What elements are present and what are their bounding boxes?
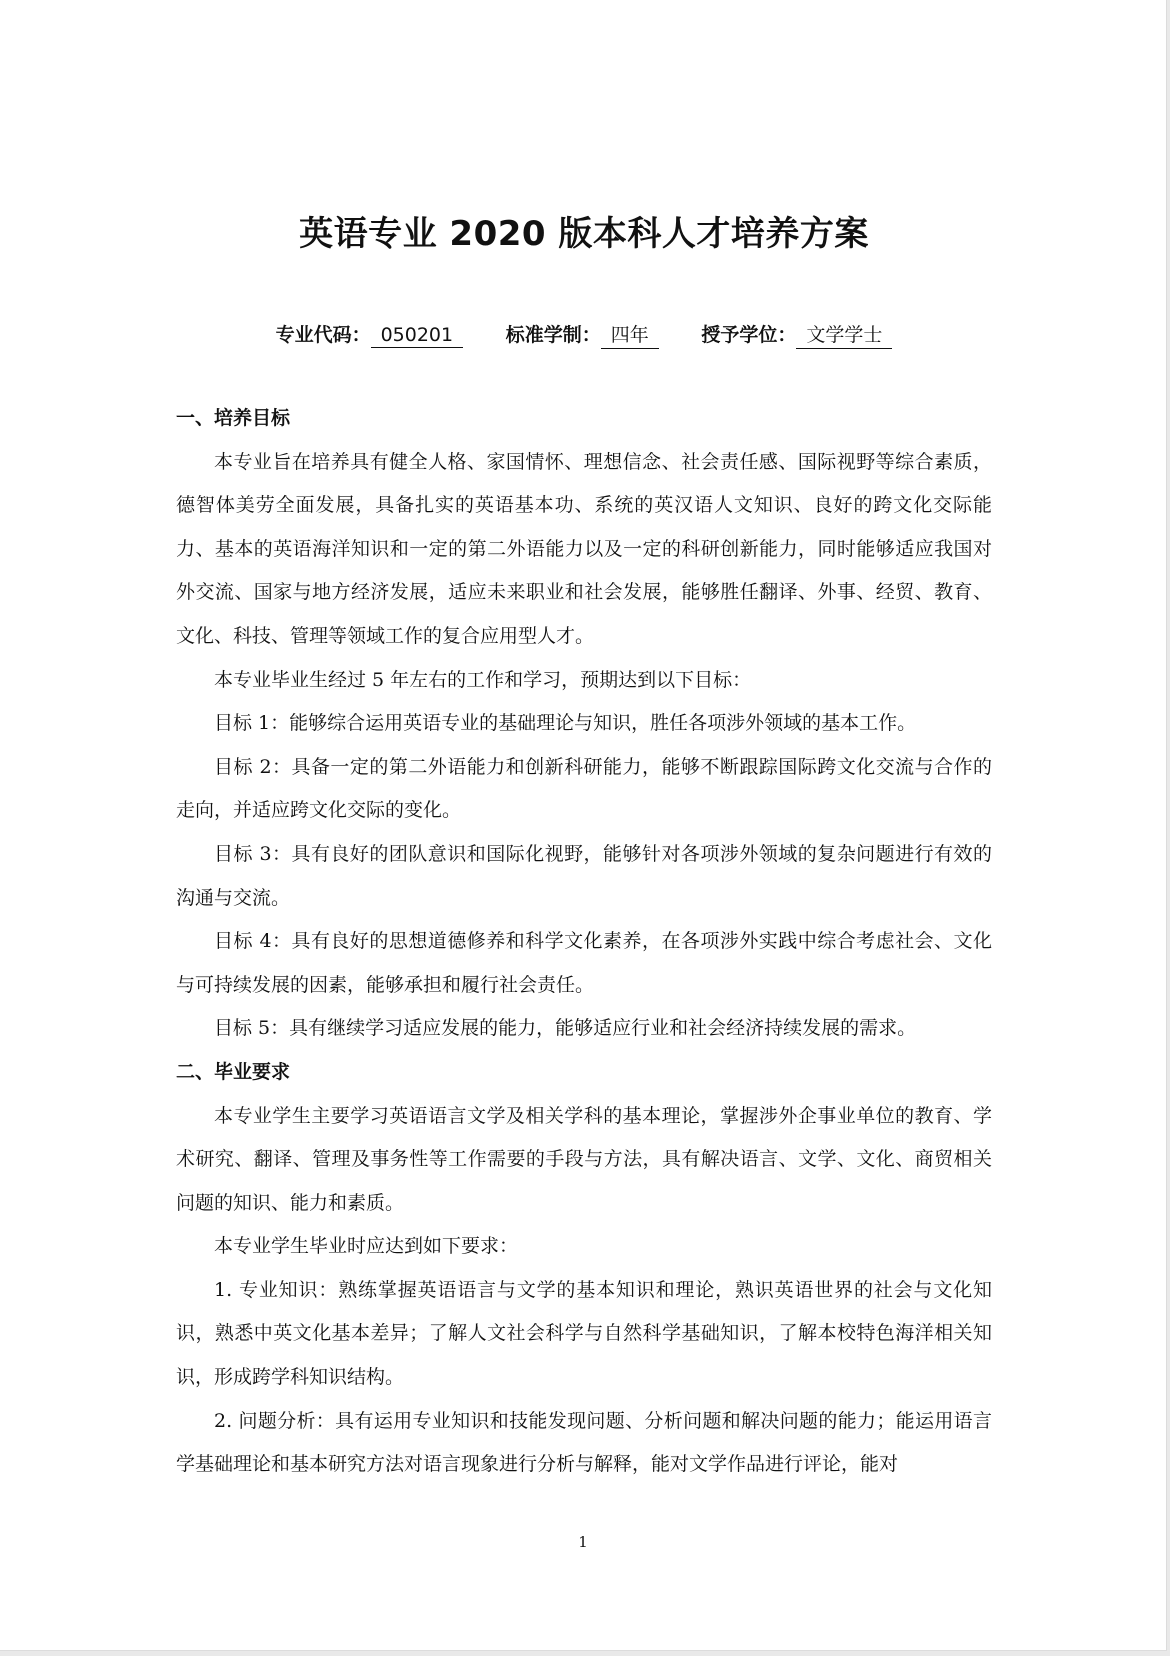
page-title: 英语专业 2020 版本科人才培养方案	[299, 214, 869, 254]
duration-label: 标准学制：	[505, 324, 601, 346]
objective-item: 目标 3：具有良好的团队意识和国际化视野，能够针对各项涉外领域的复杂问题进行有效的沟通与交流。	[176, 842, 992, 909]
degree-field	[701, 324, 892, 346]
objective-item: 目标 5：具有继续学习适应发展的能力，能够适应行业和社会经济持续发展的需求。	[214, 1017, 917, 1040]
requirement-item: 2. 问题分析：具有运用专业知识和技能发现问题、分析问题和解决问题的能力；能运用语言学基础理论和基本研究方法对语言现象进行分析与解释，能对文学作品进行评论，能对	[176, 1409, 992, 1476]
section-heading-objectives: 一、培养目标	[176, 407, 291, 429]
paragraph: 本专业学生毕业时应达到如下要求：	[214, 1235, 519, 1258]
document-body	[176, 397, 992, 1487]
paragraph: 本专业学生主要学习英语语言文学及相关学科的基本理论，掌握涉外企事业单位的教育、学术研究、翻译、管理及事务性等工作需要的手段与方法，具有解决语言、文学、文化、商贸相关问题的知识、能力和素质。	[176, 1104, 992, 1214]
program-meta	[176, 320, 992, 349]
duration-field	[506, 324, 659, 346]
objective-item: 目标 1：能够综合运用英语专业的基础理论与知识，胜任各项涉外领域的基本工作。	[214, 712, 917, 735]
major-code-label: 专业代码：	[275, 324, 371, 346]
major-code-field	[276, 324, 464, 346]
objective-item: 目标 4：具有良好的思想道德修养和科学文化素养，在各项涉外实践中综合考虑社会、文化与可持续发展的因素，能够承担和履行社会责任。	[176, 930, 992, 996]
degree-label: 授予学位：	[701, 324, 797, 346]
requirement-item: 1. 专业知识：熟练掌握英语语言与文学的基本知识和理论，熟识英语世界的社会与文化知识，熟悉中英文化基本差异；了解人文社会科学与自然科学基础知识，了解本校特色海洋相关知识，形成跨学科知识结构。	[176, 1278, 992, 1389]
objective-item: 目标 2：具备一定的第二外语能力和创新科研能力，能够不断跟踪国际跨文化交流与合作的走向，并适应跨文化交际的变化。	[176, 755, 992, 822]
page-number: 1	[578, 1533, 588, 1551]
paragraph: 本专业毕业生经过 5 年左右的工作和学习，预期达到以下目标：	[214, 668, 752, 691]
section-heading-requirements: 二、毕业要求	[176, 1060, 291, 1083]
major-code-value: 050201	[371, 324, 464, 348]
duration-value: 四年	[601, 320, 659, 349]
degree-value: 文学学士	[796, 320, 892, 349]
paragraph: 本专业旨在培养具有健全人格、家国情怀、理想信念、社会责任感、国际视野等综合素质，德智体美劳全面发展，具备扎实的英语基本功、系统的英汉语人文知识、良好的跨文化交际能力、基本的英语海洋知识和一定的第二外语能力以及一定的科研创新能力，同时能够适应我国对外交流、国家与地方经济发展，适应未来职业和社会发展，能够胜任翻译、外事、经贸、教育、文化、科技、管理等领域工作的复合应用型人才。	[176, 450, 992, 647]
